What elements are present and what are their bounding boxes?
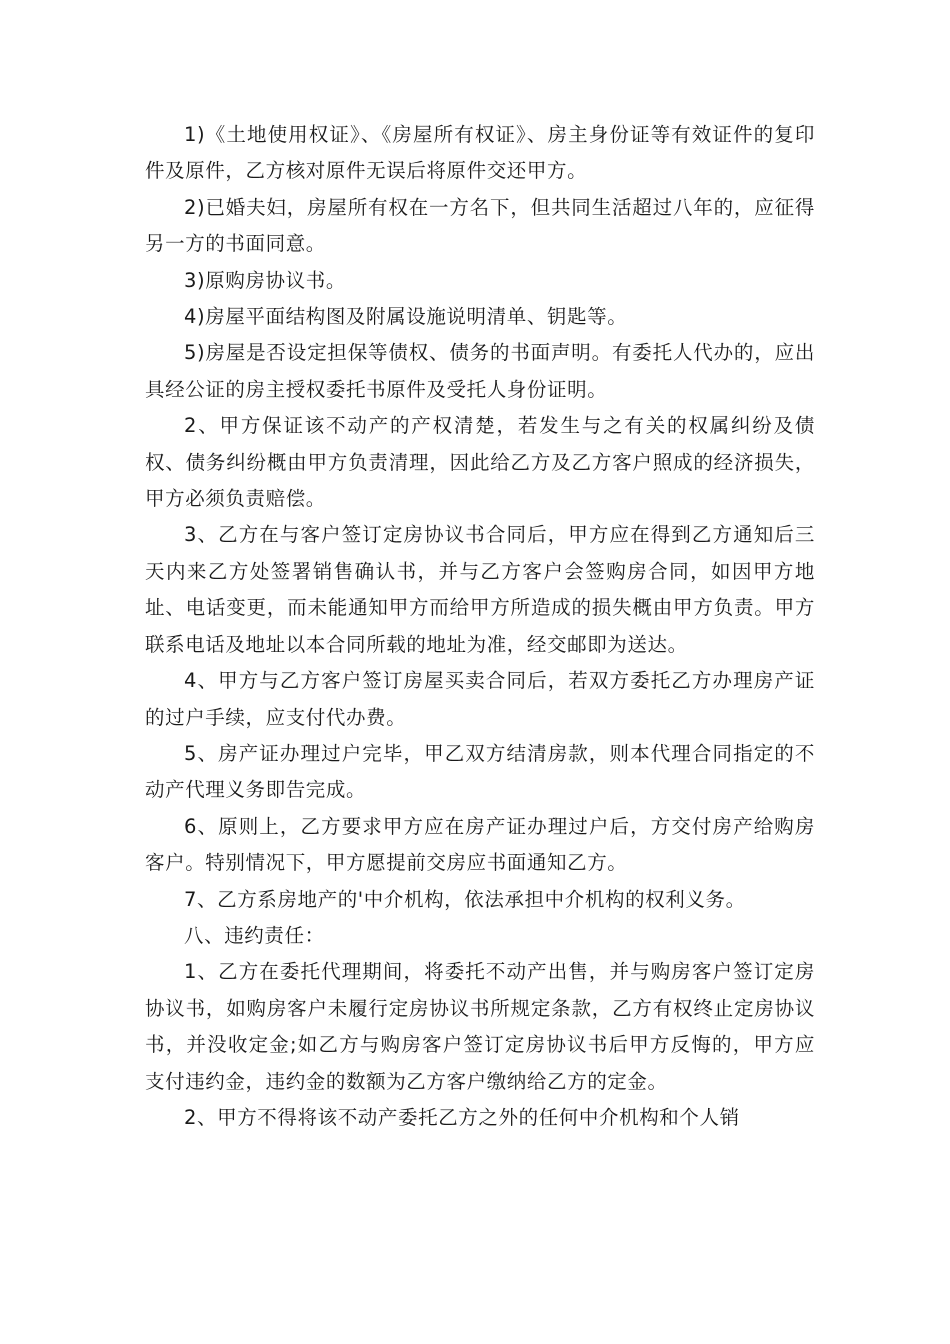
paragraph-item-4: 4)房屋平面结构图及附属设施说明清单、钥匙等。 xyxy=(184,305,628,329)
section-heading-breach: 八、违约责任： xyxy=(184,923,325,947)
clause-7-agency-role: 7、乙方系房地产的'中介机构，依法承担中介机构的权利义务。 xyxy=(184,887,746,911)
document-body xyxy=(145,117,815,1136)
breach-clause-2: 2、甲方不得将该不动产委托乙方之外的任何中介机构和个人销 xyxy=(184,1105,740,1129)
paragraph-item-3: 3)原购房协议书。 xyxy=(184,268,346,292)
clause-3-sales-confirmation: 3、乙方在与客户签订定房协议书合同后，甲方应在得到乙方通知后三天内来乙方处签署销售确认书，并与乙方客户会签购房合同，如因甲方地址、电话变更，而未能通知甲方而给甲方所造成的损失概由甲方负责。甲方联系电话及地址以本合同所载的地址为准，经交邮即为送达。 xyxy=(145,523,815,656)
clause-6-handover: 6、原则上，乙方要求甲方应在房产证办理过户后，方交付房产给购房客户。特别情况下，甲方愿提前交房应书面通知乙方。 xyxy=(145,814,815,875)
clause-5-completion: 5、房产证办理过户完毕，甲乙双方结清房款，则本代理合同指定的不动产代理义务即告完成。 xyxy=(145,741,815,802)
clause-2-title-guarantee: 2、甲方保证该不动产的产权清楚，若发生与之有关的权属纠纷及债权、债务纠纷概由甲方负责清理，因此给乙方及乙方客户照成的经济损失，甲方必须负责赔偿。 xyxy=(145,414,815,511)
paragraph-item-1: 1)《土地使用权证》、《房屋所有权证》、房主身份证等有效证件的复印件及原件，乙方核对原件无误后将原件交还甲方。 xyxy=(145,123,815,183)
clause-4-transfer-fee: 4、甲方与乙方客户签订房屋买卖合同后，若双方委托乙方办理房产证的过户手续，应支付代办费。 xyxy=(145,669,815,729)
paragraph-item-2: 2)已婚夫妇，房屋所有权在一方名下，但共同生活超过八年的，应征得另一方的书面同意。 xyxy=(145,195,815,256)
breach-clause-1: 1、乙方在委托代理期间，将委托不动产出售，并与购房客户签订定房协议书，如购房客户未履行定房协议书所规定条款，乙方有权终止定房协议书，并没收定金;如乙方与购房客户签订定房协议书后甲方反悔的，甲方应支付违约金，违约金的数额为乙方客户缴纳给乙方的定金。 xyxy=(145,960,815,1093)
paragraph-item-5: 5)房屋是否设定担保等债权、债务的书面声明。有委托人代办的，应出具经公证的房主授权委托书原件及受托人身份证明。 xyxy=(145,341,815,401)
